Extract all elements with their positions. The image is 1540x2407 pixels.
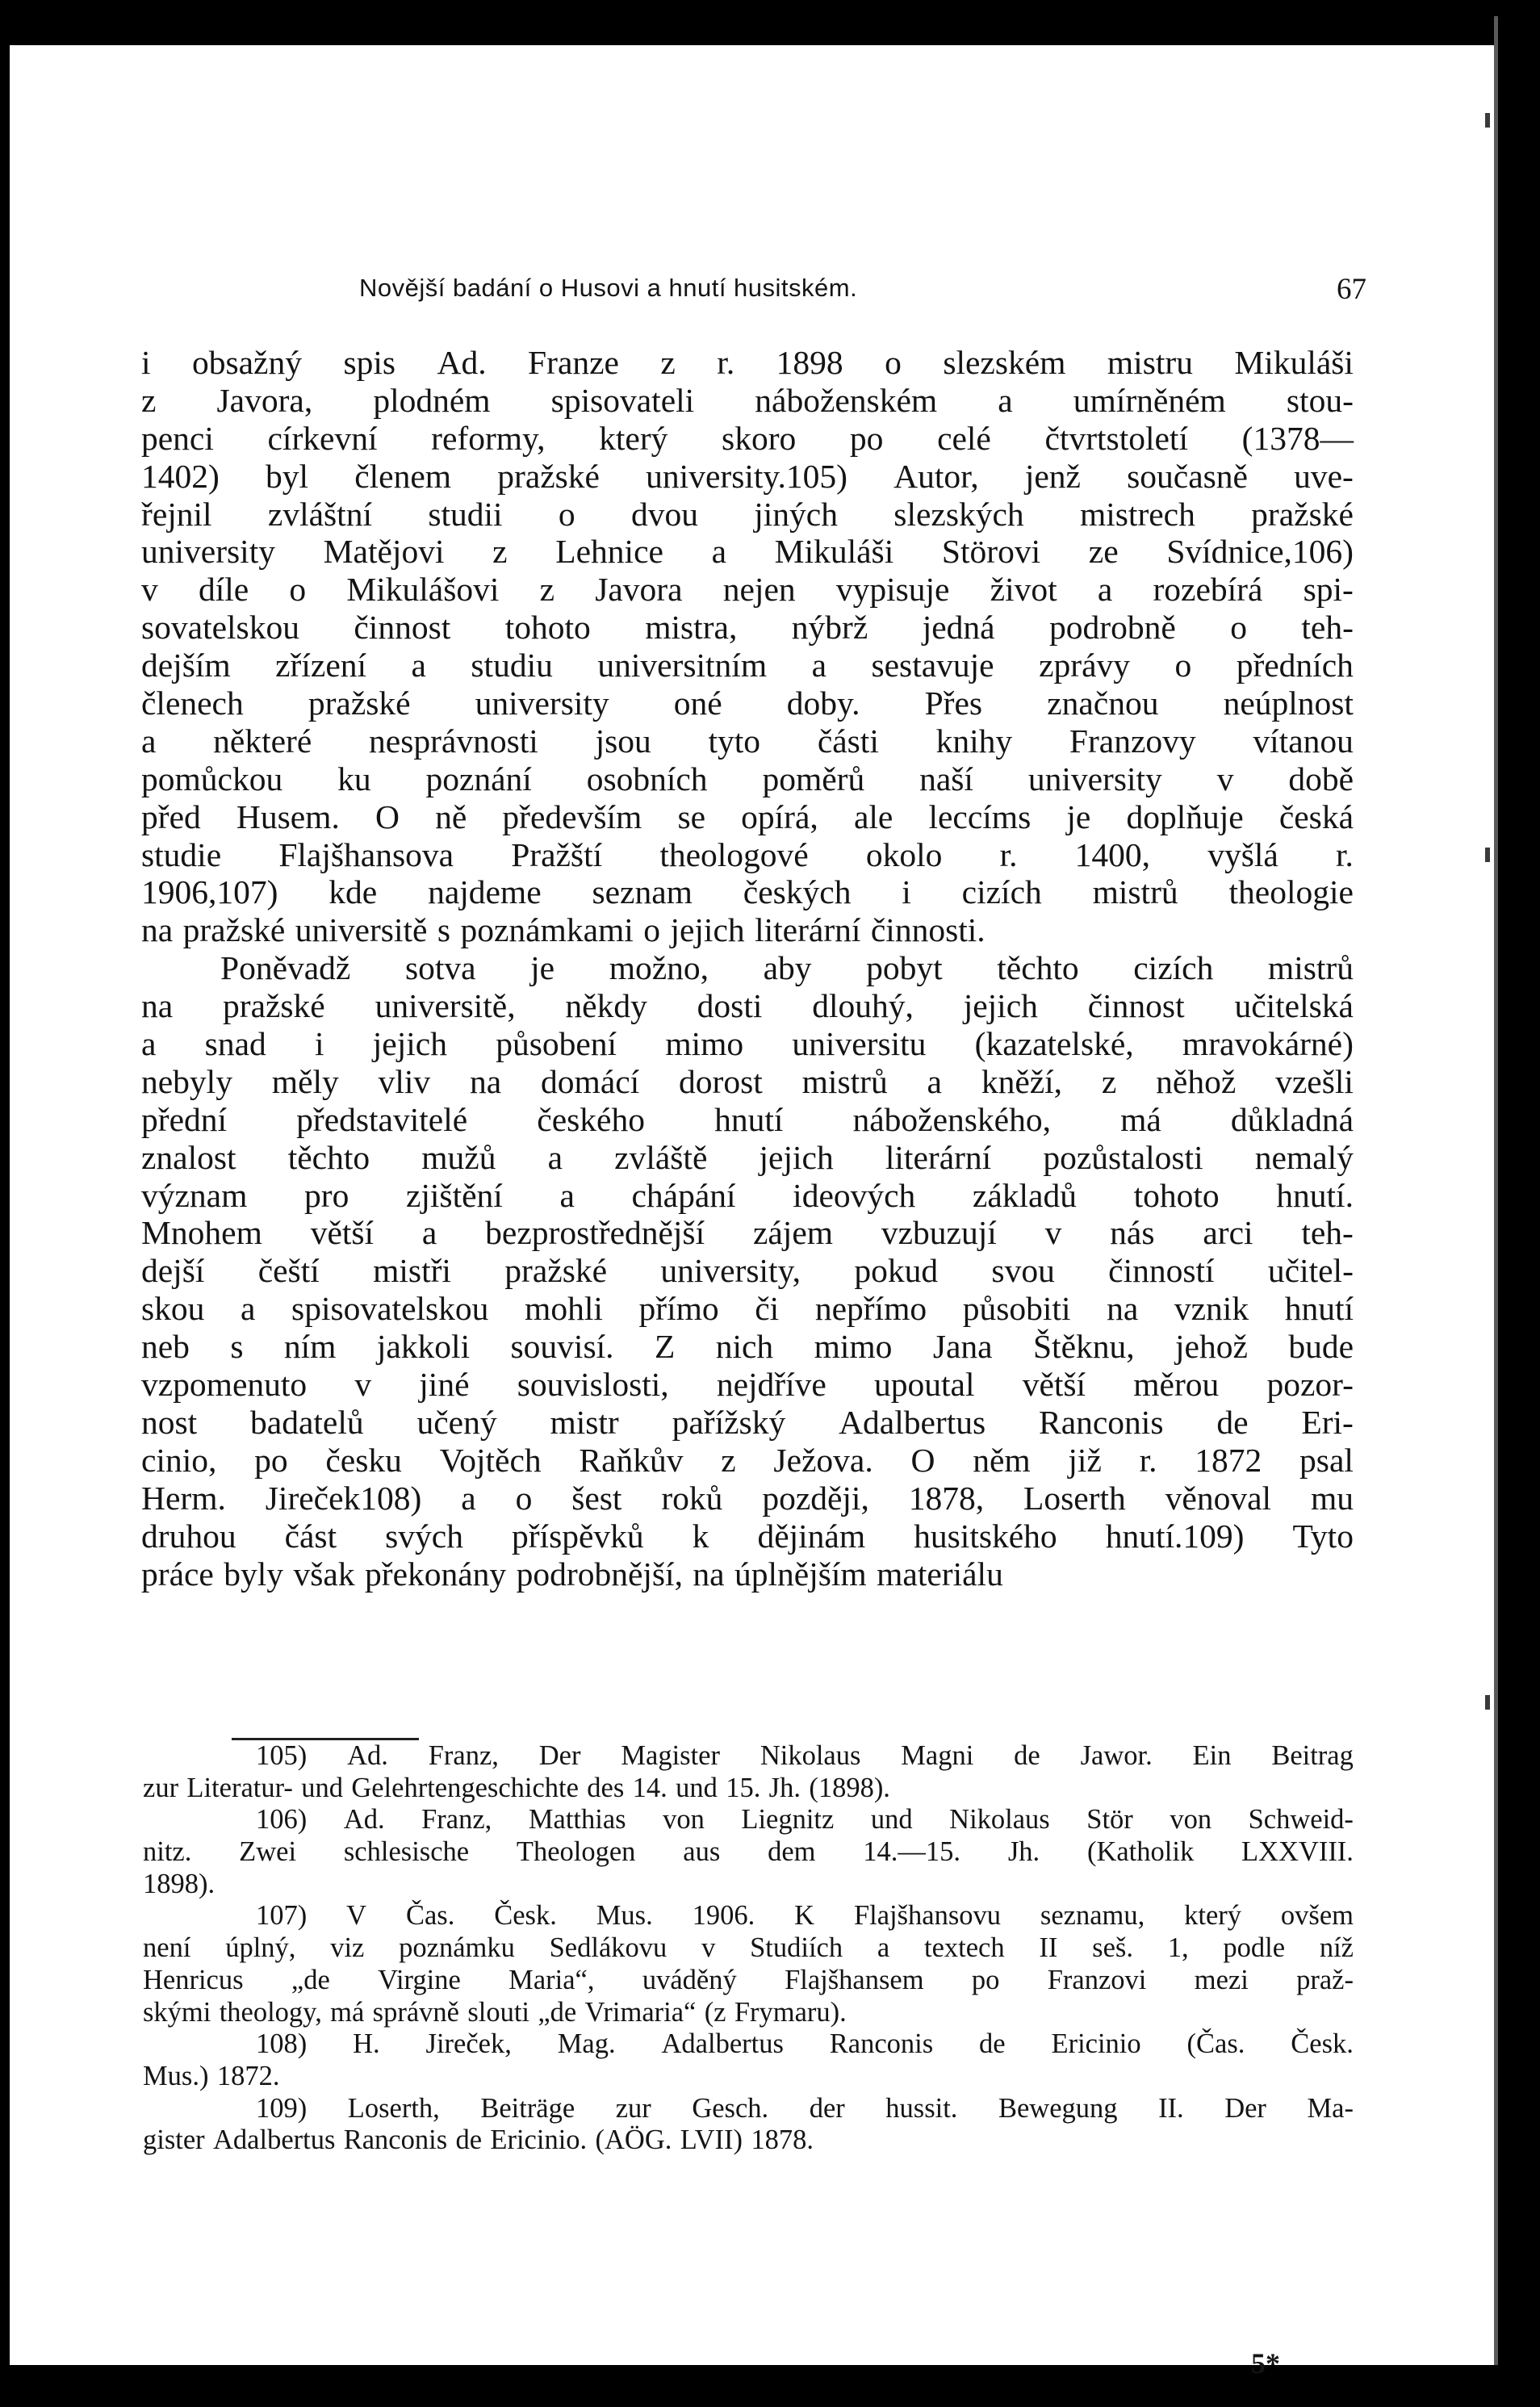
- text-line: na pražské universitě, někdy dosti dlouhý, jejich činnost učitelská: [141, 987, 1354, 1025]
- text-line: penci církevní reformy, který skoro po celé čtvrtstoletí (1378—: [141, 419, 1354, 457]
- text-line: 1402) byl členem pražské university.105) Autor, jenž současně uve-: [141, 457, 1354, 495]
- footnote-line: Mus.) 1872.: [143, 2060, 280, 2091]
- text-line: dejším zřízení a studiu universitním a sestavuje zprávy o předních: [141, 647, 1354, 684]
- text-line: i obsažný spis Ad. Franze z r. 1898 o slezském mistru Mikuláši: [141, 344, 1354, 381]
- text-line: Poněvadž sotva je možno, aby pobyt těchto cizích mistrů: [220, 949, 1354, 987]
- footnote-line: Henricus „de Virgine Maria“, uváděný Flajšhansem po Franzovi mezi praž-: [143, 1964, 1354, 1995]
- scan-edge-mark: [1485, 848, 1490, 862]
- footnote-line: nitz. Zwei schlesische Theologen aus dem 14.—15. Jh. (Katholik LXXVIII.: [143, 1836, 1354, 1868]
- text-line: Herm. Jireček108) a o šest roků později, 1878, Loserth věnoval mu: [141, 1479, 1354, 1517]
- text-line: neb s ním jakkoli souvisí. Z nich mimo Jana Štěknu, jehož bude: [141, 1328, 1354, 1366]
- text-line: cinio, po česku Vojtěch Raňkův z Ježova. O něm již r. 1872 psal: [141, 1441, 1354, 1479]
- text-line: z Javora, plodném spisovateli náboženském a umírněném stou-: [141, 381, 1354, 419]
- text-line: nebyly měly vliv na domácí dorost mistrů a kněží, z něhož vzešli: [141, 1062, 1354, 1100]
- text-line: skou a spisovatelskou mohli přímo či nepřímo působiti na vznik hnutí: [141, 1290, 1354, 1328]
- scan-edge-mark: [1485, 1695, 1490, 1710]
- text-line: pomůckou ku poznání osobních poměrů naší university v době: [141, 760, 1354, 797]
- footnote-line: 108) H. Jireček, Mag. Adalbertus Ranconis de Ericinio (Čas. Česk.: [256, 2028, 1354, 2060]
- text-line: řejnil zvláštní studii o dvou jiných slezských mistrech pražské: [141, 495, 1354, 533]
- footnote-line: skými theology, má správně slouti „de Vrimaria“ (z Frymaru).: [143, 1996, 847, 2028]
- text-line: dejší čeští mistři pražské university, pokud svou činností učitel-: [141, 1252, 1354, 1290]
- footnote-line: 105) Ad. Franz, Der Magister Nikolaus Magni de Jawor. Ein Beitrag: [256, 1740, 1354, 1771]
- scan-edge-mark: [1485, 113, 1490, 128]
- footnote-line: 107) V Čas. Česk. Mus. 1906. K Flajšhansovu seznamu, který ovšem: [256, 1900, 1354, 1932]
- text-line: členech pražské university oné doby. Přes značnou neúplnost: [141, 684, 1354, 722]
- footnote-line: 106) Ad. Franz, Matthias von Liegnitz und Nikolaus Stör von Schweid-: [256, 1804, 1354, 1836]
- text-line: přední představitelé českého hnutí náboženského, má důkladná: [141, 1100, 1354, 1138]
- text-line: Mnohem větší a bezprostřednější zájem vzbuzují v nás arci teh-: [141, 1214, 1354, 1252]
- text-line: před Husem. O ně především se opírá, ale leccíms je doplňuje česká: [141, 797, 1354, 835]
- text-line: práce byly však překonány podrobnější, na úplnějším materiálu: [141, 1555, 1003, 1593]
- footnotes: [143, 1740, 1354, 2157]
- text-line: v díle o Mikulášovi z Javora nejen vypisuje život a rozebírá spi-: [141, 571, 1354, 609]
- footnote-line: gister Adalbertus Ranconis de Ericinio. (AÖG. LVII) 1878.: [143, 2124, 814, 2156]
- book-page: [10, 45, 1495, 2380]
- text-line: vzpomenuto v jiné souvislosti, nejdříve upoutal větší měrou pozor-: [141, 1366, 1354, 1404]
- running-head: Novější badání o Husovi a hnutí husitském.: [359, 274, 858, 302]
- text-line: význam pro zjištění a chápání ideových základů tohoto hnutí.: [141, 1176, 1354, 1214]
- text-line: na pražské universitě s poznámkami o jejich literární činnosti.: [141, 911, 986, 949]
- footnote-line: 109) Loserth, Beiträge zur Gesch. der hussit. Bewegung II. Der Ma-: [256, 2092, 1354, 2124]
- body-text: [141, 344, 1354, 1593]
- text-line: sovatelskou činnost tohoto mistra, nýbrž jedná podrobně o teh-: [141, 609, 1354, 647]
- scan-edge: [1494, 16, 1498, 2365]
- text-line: a některé nesprávnosti jsou tyto části knihy Franzovy vítanou: [141, 722, 1354, 760]
- text-line: nost badatelů učený mistr pařížský Adalbertus Ranconis de Eri-: [141, 1403, 1354, 1441]
- text-line: studie Flajšhansova Pražští theologové okolo r. 1400, vyšlá r.: [141, 835, 1354, 873]
- text-line: a snad i jejich působení mimo universitu (kazatelské, mravokárné): [141, 1025, 1354, 1063]
- footnote-line: není úplný, viz poznámku Sedlákovu v Studiích a textech II seš. 1, podle níž: [143, 1932, 1354, 1964]
- footnote-line: 1898).: [143, 1868, 216, 1899]
- footnote-line: zur Literatur- und Gelehrtengeschichte des 14. und 15. Jh. (1898).: [143, 1772, 890, 1803]
- signature-mark: 5*: [1251, 2347, 1280, 2380]
- text-line: university Matějovi z Lehnice a Mikuláši Störovi ze Svídnice,106): [141, 533, 1354, 571]
- page-header: [351, 267, 1366, 312]
- text-line: druhou část svých příspěvků k dějinám husitského hnutí.109) Tyto: [141, 1517, 1354, 1555]
- text-line: znalost těchto mužů a zvláště jejich literární pozůstalosti nemalý: [141, 1138, 1354, 1176]
- text-line: 1906,107) kde najdeme seznam českých i cizích mistrů theologie: [141, 873, 1354, 911]
- page-number: 67: [1337, 273, 1366, 306]
